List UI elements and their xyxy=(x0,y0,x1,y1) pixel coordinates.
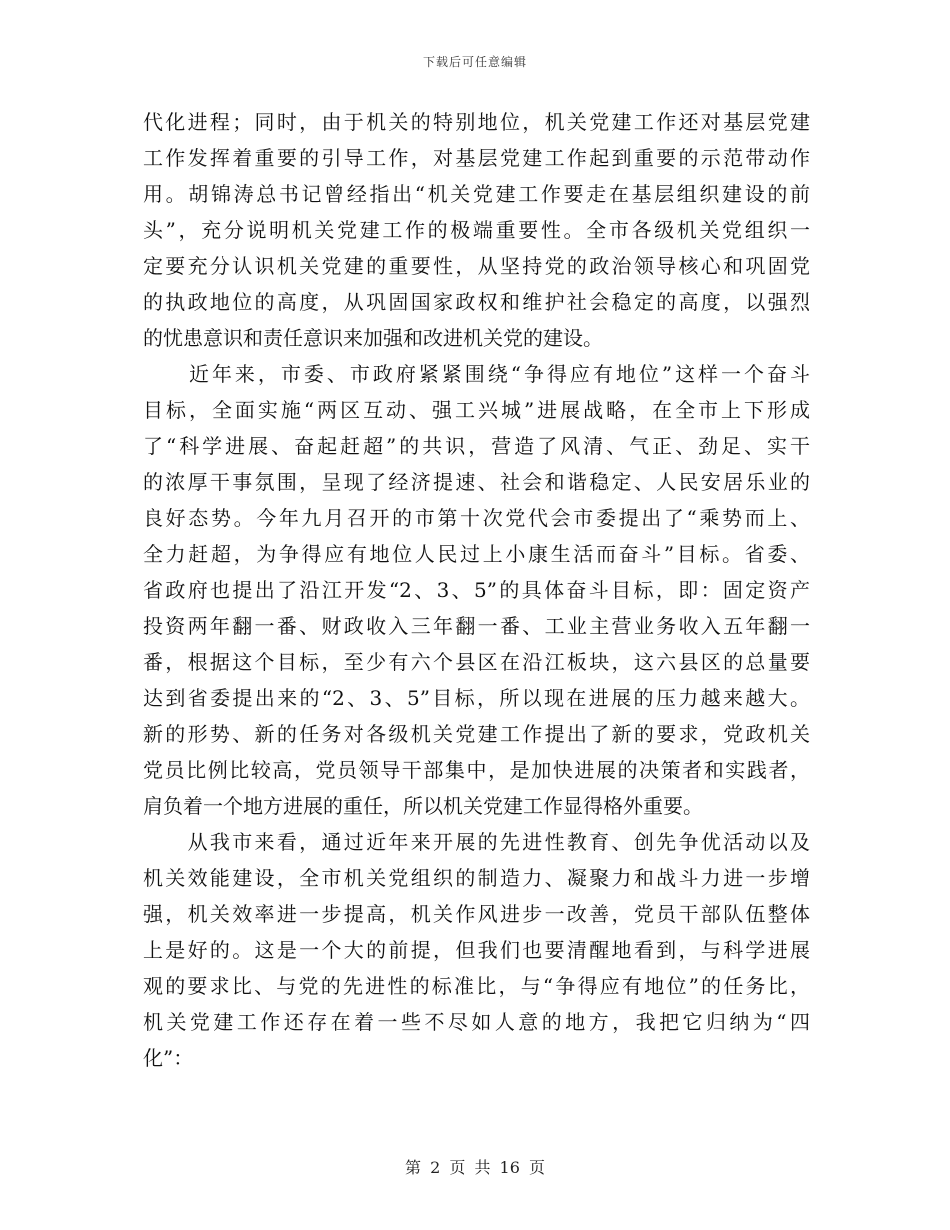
text-line: 良好态势。今年九月召开的市第十次党代会市委提出了“乘势而上、 xyxy=(143,506,810,530)
text-line: 代化进程；同时，由于机关的特别地位，机关党建工作还对基层党建 xyxy=(143,110,810,134)
text-line: 机关效能建设，全市机关党组织的制造力、凝聚力和战斗力进一步增 xyxy=(143,866,810,890)
text-line: 投资两年翻一番、财政收入三年翻一番、工业主营业务收入五年翻一 xyxy=(143,614,810,638)
page-header: 下载后可任意编辑 xyxy=(422,55,527,69)
text-line: 从我市来看，通过近年来开展的先进性教育、创先争优活动以及 xyxy=(143,830,810,854)
text-line: 番，根据这个目标，至少有六个县区在沿江板块，这六县区的总量要 xyxy=(143,650,810,674)
text-line: 全力赶超，为争得应有地位人民过上小康生活而奋斗”目标。省委、 xyxy=(143,542,810,566)
page-number-footer: 第 2 页 共 16 页 xyxy=(405,1158,545,1177)
text-line: 党员比例比较高，党员领导干部集中，是加快进展的决策者和实践者， xyxy=(143,758,810,782)
text-line: 化”： xyxy=(143,1046,194,1070)
text-line: 肩负着一个地方进展的重任，所以机关党建工作显得格外重要。 xyxy=(143,794,703,818)
text-line: 达到省委提出来的“2、3、5”目标，所以现在进展的压力越来越大。 xyxy=(143,686,810,710)
text-line: 了“科学进展、奋起赶超”的共识，营造了风清、气正、劲足、实干 xyxy=(143,434,810,458)
text-line: 用。胡锦涛总书记曾经指出“机关党建工作要走在基层组织建设的前 xyxy=(143,182,810,206)
text-line: 机关党建工作还存在着一些不尽如人意的地方，我把它归纳为“四 xyxy=(143,1010,810,1034)
text-line: 近年来，市委、市政府紧紧围绕“争得应有地位”这样一个奋斗 xyxy=(143,362,810,386)
text-line: 省政府也提出了沿江开发“2、3、5”的具体奋斗目标，即：固定资产 xyxy=(143,578,810,602)
text-line: 的执政地位的高度，从巩固国家政权和维护社会稳定的高度，以强烈 xyxy=(143,290,810,314)
text-line: 的忧患意识和责任意识来加强和改进机关党的建设。 xyxy=(143,326,603,350)
text-line: 上是好的。这是一个大的前提，但我们也要清醒地看到，与科学进展 xyxy=(143,938,810,962)
text-line: 的浓厚干事氛围，呈现了经济提速、社会和谐稳定、人民安居乐业的 xyxy=(143,470,810,494)
text-line: 目标，全面实施“两区互动、强工兴城”进展战略，在全市上下形成 xyxy=(143,398,810,422)
text-line: 强，机关效率进一步提高，机关作风进步一改善，党员干部队伍整体 xyxy=(143,902,810,926)
text-line: 头”，充分说明机关党建工作的极端重要性。全市各级机关党组织一 xyxy=(143,218,810,242)
document-body xyxy=(143,104,810,1076)
text-line: 新的形势、新的任务对各级机关党建工作提出了新的要求，党政机关 xyxy=(143,722,810,746)
text-line: 定要充分认识机关党建的重要性，从坚持党的政治领导核心和巩固党 xyxy=(143,254,810,278)
text-line: 工作发挥着重要的引导工作，对基层党建工作起到重要的示范带动作 xyxy=(143,146,810,170)
text-line: 观的要求比、与党的先进性的标准比，与“争得应有地位”的任务比， xyxy=(143,974,810,998)
